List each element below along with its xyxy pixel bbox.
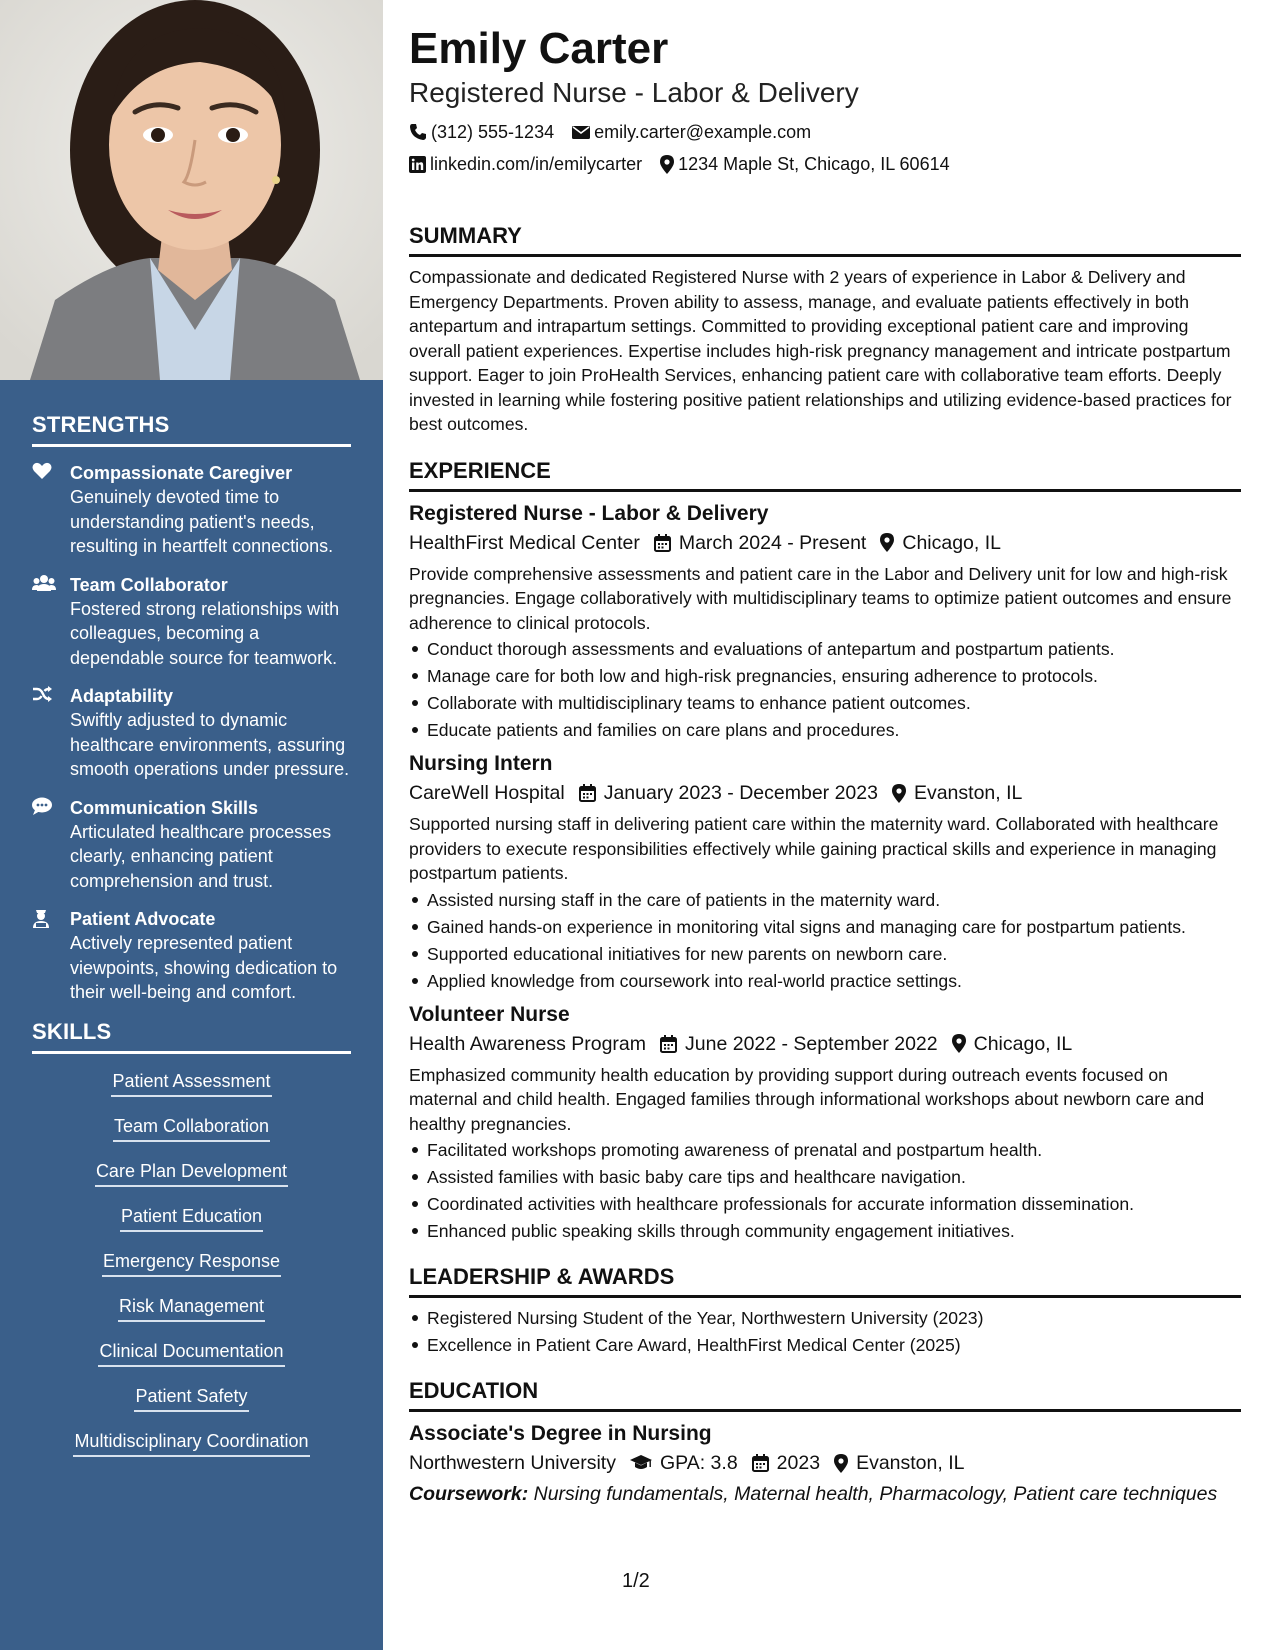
phone-contact[interactable]	[409, 116, 554, 148]
strength-item	[32, 573, 351, 671]
job-location: Chicago, IL	[902, 531, 1002, 554]
job-meta	[409, 778, 1241, 808]
degree-title: Associate's Degree in Nursing	[409, 1422, 712, 1445]
heart-icon	[32, 461, 70, 559]
skill-item: Team Collaboration	[32, 1113, 351, 1142]
list-item: Supported educational initiatives for new parents on newborn care.	[409, 942, 1241, 966]
education-location: Evanston, IL	[856, 1452, 965, 1474]
page-number: 1/2	[622, 1570, 650, 1592]
coursework-label: Coursework:	[409, 1483, 529, 1505]
users-icon	[32, 573, 70, 671]
job-meta	[409, 1029, 1241, 1059]
location-pin-icon	[660, 155, 674, 174]
summary-text: Compassionate and dedicated Registered Nurse with 2 years of experience in Labor & Delivery and Emergency Departments. Proven ability to assess, manage, and evaluate patients effectively in both antepartum and intrapartum settings. Committed to providing exceptional patient care and improving overall patient experiences. Expertise includes high-risk pregnancy management and intricate postpartum support. Eager to join ProHealth Services, enhancing patient care with collaborative team efforts. Deeply invested in learning while fostering positive patient relationships and utilizing evidence-based practices for best outcomes.	[409, 267, 1232, 434]
address-contact	[660, 148, 950, 180]
list-item: Enhanced public speaking skills through community engagement initiatives.	[409, 1219, 1241, 1243]
job-org: CareWell Hospital	[409, 782, 565, 804]
list-item: Excellence in Patient Care Award, HealthFirst Medical Center (2025)	[409, 1333, 1241, 1357]
list-item: Conduct thorough assessments and evaluations of antepartum and postpartum patients.	[409, 637, 1241, 661]
list-item: Applied knowledge from coursework into real-world practice settings.	[409, 969, 1241, 993]
linkedin-contact[interactable]	[409, 148, 642, 180]
contact-row	[409, 116, 1241, 148]
contact-row	[409, 148, 1241, 180]
strength-title: Team Collaborator	[70, 574, 228, 595]
job-title: Registered Nurse - Labor & Delivery	[409, 501, 769, 525]
strength-description: Articulated healthcare processes clearly, enhancing patient comprehension and trust.	[70, 821, 332, 891]
list-item: Educate patients and families on care plans and procedures.	[409, 718, 1241, 742]
strength-title: Patient Advocate	[70, 909, 216, 929]
profile-photo	[0, 0, 383, 380]
list-item: Gained hands-on experience in monitoring vital signs and managing care for postpartum patients.	[409, 915, 1241, 939]
location-pin-icon	[834, 1454, 848, 1473]
skill-item: Patient Assessment	[32, 1068, 351, 1097]
phone-icon	[409, 123, 427, 141]
job-entry	[409, 750, 1241, 993]
candidate-role: Registered Nurse - Labor & Delivery	[409, 77, 859, 108]
list-item: Assisted nursing staff in the care of patients in the maternity ward.	[409, 888, 1241, 912]
job-title: Nursing Intern	[409, 752, 553, 775]
strength-item	[32, 796, 351, 894]
skill-item: Patient Safety	[32, 1383, 351, 1412]
job-description: Provide comprehensive assessments and patient care in the Labor and Delivery unit for low and high-risk pregnancies. Engage collaboratively with multidisciplinary teams to optimize patient outcomes and ensure adherence to clinical protocols.	[409, 563, 1232, 633]
sidebar	[0, 0, 383, 1650]
linkedin-icon	[409, 156, 426, 173]
summary-heading: SUMMARY	[409, 222, 1241, 257]
coursework	[409, 1482, 1241, 1506]
strength-item	[32, 461, 351, 559]
education-heading: EDUCATION	[409, 1377, 1241, 1412]
main-content	[409, 22, 1241, 1506]
awards-list	[409, 1306, 1241, 1357]
graduation-cap-icon	[630, 1455, 652, 1471]
envelope-icon	[572, 124, 590, 140]
skill-item: Emergency Response	[32, 1248, 351, 1277]
nurse-icon	[32, 907, 70, 1005]
experience-heading: EXPERIENCE	[409, 457, 1241, 492]
gpa-text: GPA: 3.8	[659, 1452, 738, 1474]
strength-description: Genuinely devoted time to understanding patient's needs, resulting in heartfelt connections.	[70, 487, 334, 556]
job-location: Evanston, IL	[913, 782, 1023, 804]
calendar-icon	[579, 784, 596, 802]
skill-item: Multidisciplinary Coordination	[32, 1428, 351, 1457]
strength-title: Compassionate Caregiver	[70, 463, 293, 483]
list-item: Manage care for both low and high-risk pregnancies, ensuring adherence to protocols.	[409, 664, 1241, 688]
calendar-icon	[660, 1035, 677, 1053]
shuffle-icon	[32, 684, 70, 782]
job-bullets	[409, 637, 1241, 742]
strength-description: Swiftly adjusted to dynamic healthcare environments, assuring smooth operations under pressure.	[70, 710, 350, 779]
job-entry	[409, 500, 1241, 743]
job-dates: January 2023 - December 2023	[603, 782, 878, 804]
skill-item: Care Plan Development	[32, 1158, 351, 1187]
job-org: HealthFirst Medical Center	[409, 531, 640, 554]
calendar-icon	[654, 534, 671, 552]
email-contact[interactable]	[572, 116, 811, 148]
calendar-icon	[752, 1454, 769, 1472]
job-description: Emphasized community health education by providing support during outreach events focused on maternal and child health. Engaged families through informational workshops about newborn care and healthy pregnancies.	[409, 1064, 1205, 1134]
skills-list	[32, 1068, 351, 1457]
job-location: Chicago, IL	[973, 1032, 1073, 1055]
job-org: Health Awareness Program	[409, 1032, 647, 1055]
job-meta	[409, 528, 1241, 558]
list-item: Coordinated activities with healthcare professionals for accurate information dissemination.	[409, 1192, 1241, 1216]
awards-heading: LEADERSHIP & AWARDS	[409, 1263, 1241, 1298]
strength-title: Adaptability	[70, 686, 174, 706]
candidate-name: Emily Carter	[409, 24, 669, 73]
list-item: Assisted families with basic baby care tips and healthcare navigation.	[409, 1165, 1241, 1189]
job-bullets	[409, 1138, 1241, 1243]
list-item: Registered Nursing Student of the Year, Northwestern University (2023)	[409, 1306, 1241, 1330]
job-title: Volunteer Nurse	[409, 1002, 570, 1026]
email-text: emily.carter@example.com	[594, 122, 812, 142]
education-meta	[409, 1448, 1241, 1478]
list-item: Collaborate with multidisciplinary teams to enhance patient outcomes.	[409, 691, 1241, 715]
skill-item: Clinical Documentation	[32, 1338, 351, 1367]
strength-item	[32, 907, 351, 1005]
strengths-heading: STRENGTHS	[32, 412, 351, 447]
linkedin-text: linkedin.com/in/emilycarter	[430, 154, 643, 174]
location-pin-icon	[880, 533, 894, 552]
job-dates: June 2022 - September 2022	[685, 1032, 938, 1055]
strength-description: Fostered strong relationships with colleagues, becoming a dependable source for teamwork.	[70, 598, 340, 668]
strength-title: Communication Skills	[70, 797, 259, 818]
phone-text: (312) 555-1234	[431, 122, 555, 142]
location-pin-icon	[892, 784, 906, 803]
strength-item	[32, 684, 351, 782]
job-dates: March 2024 - Present	[678, 531, 867, 554]
school-name: Northwestern University	[409, 1452, 616, 1474]
education-year: 2023	[776, 1452, 821, 1474]
address-text: 1234 Maple St, Chicago, IL 60614	[678, 154, 950, 174]
list-item: Facilitated workshops promoting awareness of prenatal and postpartum health.	[409, 1138, 1241, 1162]
strength-description: Actively represented patient viewpoints, showing dedication to their well-being and comfort.	[70, 933, 338, 1002]
skill-item: Patient Education	[32, 1203, 351, 1232]
job-description: Supported nursing staff in delivering patient care within the maternity ward. Collaborated with healthcare providers to execute responsibilities effectively while gaining practical skills and experience in managing postpartum patients.	[409, 814, 1219, 883]
chat-icon	[32, 796, 70, 894]
job-bullets	[409, 888, 1241, 993]
skill-item: Risk Management	[32, 1293, 351, 1322]
location-pin-icon	[952, 1034, 966, 1053]
skills-heading: SKILLS	[32, 1019, 351, 1054]
coursework-text: Nursing fundamentals, Maternal health, Pharmacology, Patient care techniques	[533, 1483, 1218, 1505]
job-entry	[409, 1001, 1241, 1244]
